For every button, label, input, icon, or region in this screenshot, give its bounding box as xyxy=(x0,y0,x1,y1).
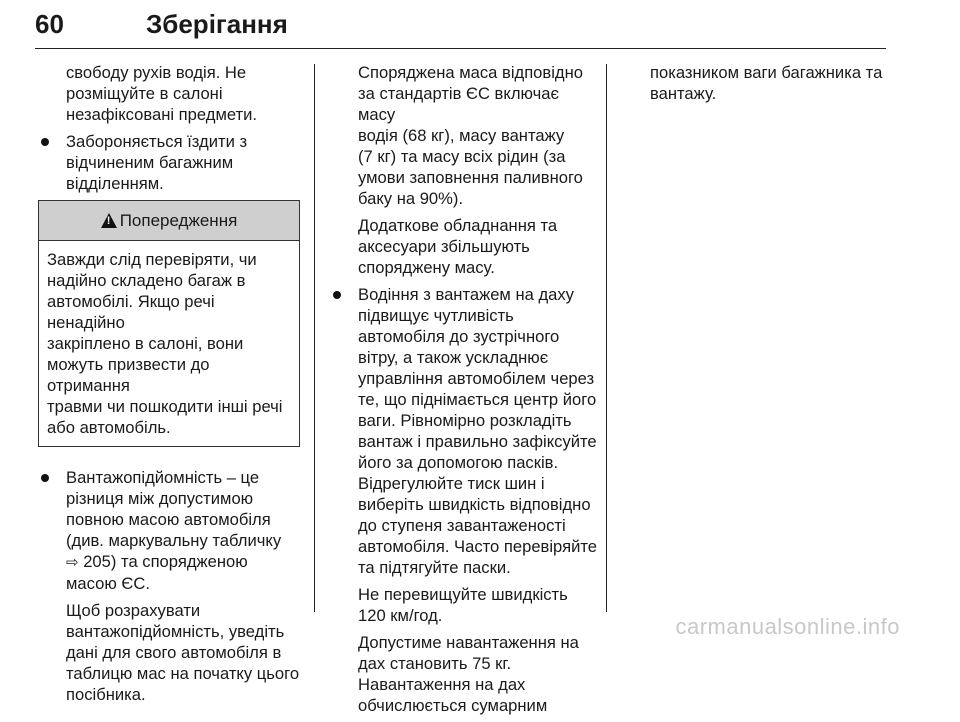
paragraph: Допустиме навантаження на дах становить 75 кг. Навантаження на дах обчислюється сумарним xyxy=(358,633,579,715)
warning-triangle-icon: ! xyxy=(101,213,117,228)
bullet-icon xyxy=(41,474,49,482)
column-divider xyxy=(314,64,315,612)
watermark: carmanualsonline.info xyxy=(675,614,900,639)
bullet-icon xyxy=(41,138,49,146)
list-item: Водіння з вантажем на даху підвищує чутливість автомобіля до зустрічного вітру, а також ускладнює управління автомобілем через те, що піднімається центр його ваги. Рівномірно розкладіть вантаж і правильно зафіксуйте його за допомогою пасків. Відрегулюйте тиск шин і виберіть швидкість відповідно до ступеня завантаженості автомобіля. Часто перевіряйте та підтягуйте паски. xyxy=(330,284,598,578)
warning-header xyxy=(39,201,299,241)
continued-text: свободу рухів водія. Не розміщуйте в салоні незафіксовані предмети. xyxy=(66,63,258,124)
page-number: 60 xyxy=(35,9,64,39)
paragraph: Додаткове обладнання та аксесуари збільшують споряджену масу. xyxy=(358,216,558,277)
chapter-title: Зберігання xyxy=(146,9,288,39)
paragraph: Споряджена маса відповідно за стандартів ЄС включає масу водія (68 кг), масу вантажу (7 кг) та масу всіх рідин (за умови заповнення паливного баку на 90%). xyxy=(358,63,583,208)
list-item: Вантажопідйомність – це різниця між допустимою повною масою автомобіля (див. маркувальну табличку ⇨ 205) та спорядженою масою ЄС. xyxy=(38,467,300,594)
warning-title: Попередження xyxy=(119,211,238,230)
list-item: Забороняється їздити з відчиненим багажним відділенням. xyxy=(38,131,300,194)
page-reference-arrow-icon: ⇨ xyxy=(66,554,79,571)
column-2 xyxy=(330,62,598,722)
column-3 xyxy=(622,62,886,110)
column-divider xyxy=(606,64,607,612)
paragraph: показником ваги багажника та вантажу. xyxy=(650,63,883,103)
paragraph: Щоб розрахувати вантажопідйомність, уведіть дані для свого автомобіля в таблицю мас на початку цього посібника. xyxy=(66,601,300,704)
bullet-icon xyxy=(333,291,341,299)
column-1 xyxy=(38,62,300,711)
warning-body: Завжди слід перевіряти, чи надійно складено багаж в автомобілі. Якщо речі ненадійно закріплено в салоні, вони можуть призвести до отримання травми чи пошкодити інші речі або автомобіль. xyxy=(47,250,283,437)
page-header xyxy=(35,4,886,49)
warning-box xyxy=(38,200,300,447)
paragraph: Не перевищуйте швидкість 120 км/год. xyxy=(358,585,568,625)
page-reference-link[interactable]: 205 xyxy=(83,552,111,571)
